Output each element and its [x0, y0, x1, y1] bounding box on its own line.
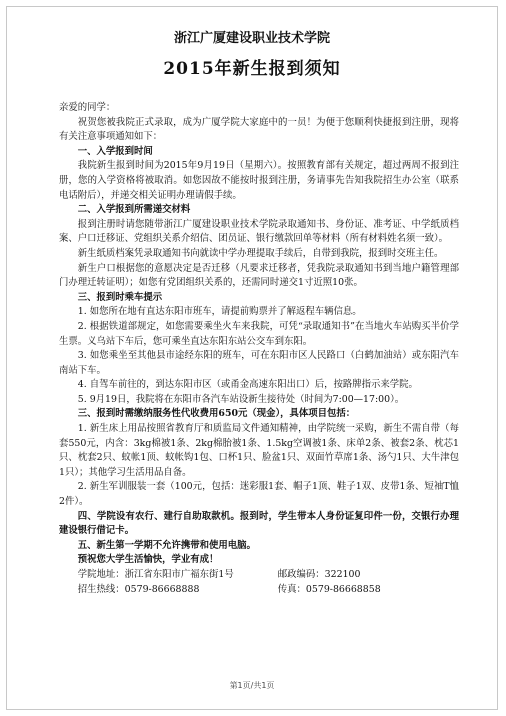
section-3-item: 3. 如您乘坐至其他县市途经东阳的班车，可在东阳市区人民路口（白鹤加油站）或东阳汽车南站下车。 — [59, 350, 459, 376]
section-2-paragraph: 新生户口根据您的意愿决定是否迁移（凡要求迁移者，凭我院录取通知书到当地户籍管理部门办理迁转证明）；如您有党团组织关系的，还需同时递交1寸近照10张。 — [59, 262, 459, 289]
intro-paragraph: 祝贺您被我院正式录取，成为广厦学院大家庭中的一员！为便于您顺利快捷报到注册，现将有关注意事项通知如下： — [59, 116, 459, 143]
fax-number: 传真：0579-86668858 — [277, 583, 381, 595]
document-body — [59, 101, 459, 597]
admission-hotline: 招生热线：0579-86668888 — [77, 583, 200, 595]
section-4-item: 2. 新生军训服装一套（100元，包括：迷彩服1套、帽子1顶、鞋子1双、皮带1条、短袖T恤2件）。 — [59, 481, 459, 508]
document-page — [6, 6, 498, 710]
closing-wish: 预祝您大学生活愉快，学业有成！ — [77, 554, 219, 566]
section-1-paragraph: 我院新生报到时间为2015年9月19日（星期六）。按照教育部有关规定，超过两周不报到注册，您的入学资格将被取消。如您因故不能按时报到注册，务请事先告知我院招生办公室（联系电话附后），并递交相关证明办理请假手续。 — [59, 160, 459, 201]
postcode: 邮政编码：322100 — [277, 569, 361, 580]
section-2-paragraph: 新生纸质档案凭录取通知书向就读中学办理提取手续后，自带到我院，报到时交班主任。 — [77, 247, 444, 259]
section-4-heading: 三、报到时需缴纳服务性代收费用650元（现金），具体项目包括： — [77, 408, 356, 420]
contact-row — [59, 583, 459, 598]
school-name: 浙江广厦建设职业技术学院 — [173, 31, 330, 46]
contact-row — [59, 568, 459, 583]
document-title: 2015年新生报到须知 — [163, 59, 341, 79]
section-3-item: 4. 自驾车前往的，到达东阳市区（或甬金高速东阳出口）后，按路牌指示来学院。 — [77, 379, 418, 391]
section-1-heading: 一、入学报到时间 — [77, 145, 153, 157]
greeting: 亲爱的同学： — [59, 102, 116, 113]
section-2-paragraph: 报到注册时请您随带浙江广厦建设职业技术学院录取通知书、身份证、准考证、中学纸质档案、户口迁移证、党组织关系介绍信、团员证、银行缴款回单等材料（所有材料姓名须一致）。 — [59, 218, 459, 245]
section-2-heading: 二、入学报到所需递交材料 — [77, 204, 191, 216]
section-3-item: 5. 9月19日，我院将在东阳市各汽车站设新生接待处（时间为7:00—17:00）。 — [77, 393, 405, 405]
section-3-item: 1. 如您所在地有直达东阳市班车，请提前购票并了解返程车辆信息。 — [77, 306, 362, 318]
section-3-item: 2. 根据铁道部规定，如您需要乘坐火车来我院，可凭“录取通知书”在当地火车站购买半价学生票。义乌站下车后，您可乘坐直达东阳东站公交车到东阳。 — [59, 320, 459, 347]
section-4-item: 1. 新生床上用品按照省教育厅和质监局文件通知精神，由学院统一采购，新生不需自带（每套550元，内含：3kg棉被1条、2kg棉胎被1条、1.5kg空调被1条、床单2条、被套2条、枕芯1只、枕套2只、蚊帐1顶、蚊帐钩1包、口杯1只、脸盆1只、双面竹草席1条、汤勺1只、大牛津包1只）；其他学习生活用品自备。 — [59, 423, 459, 478]
page-footer: 第1页/共1页 — [229, 681, 275, 690]
section-6-heading: 五、新生第一学期不允许携带和使用电脑。 — [77, 539, 256, 551]
section-3-heading: 三、报到时乘车提示 — [77, 291, 163, 303]
school-address: 学院地址：浙江省东阳市广福东街1号 — [77, 569, 234, 580]
section-5-heading: 四、学院设有农行、建行自助取款机。报到时，学生带本人身份证复印件一份，交银行办理建设银行借记卡。 — [59, 510, 459, 537]
